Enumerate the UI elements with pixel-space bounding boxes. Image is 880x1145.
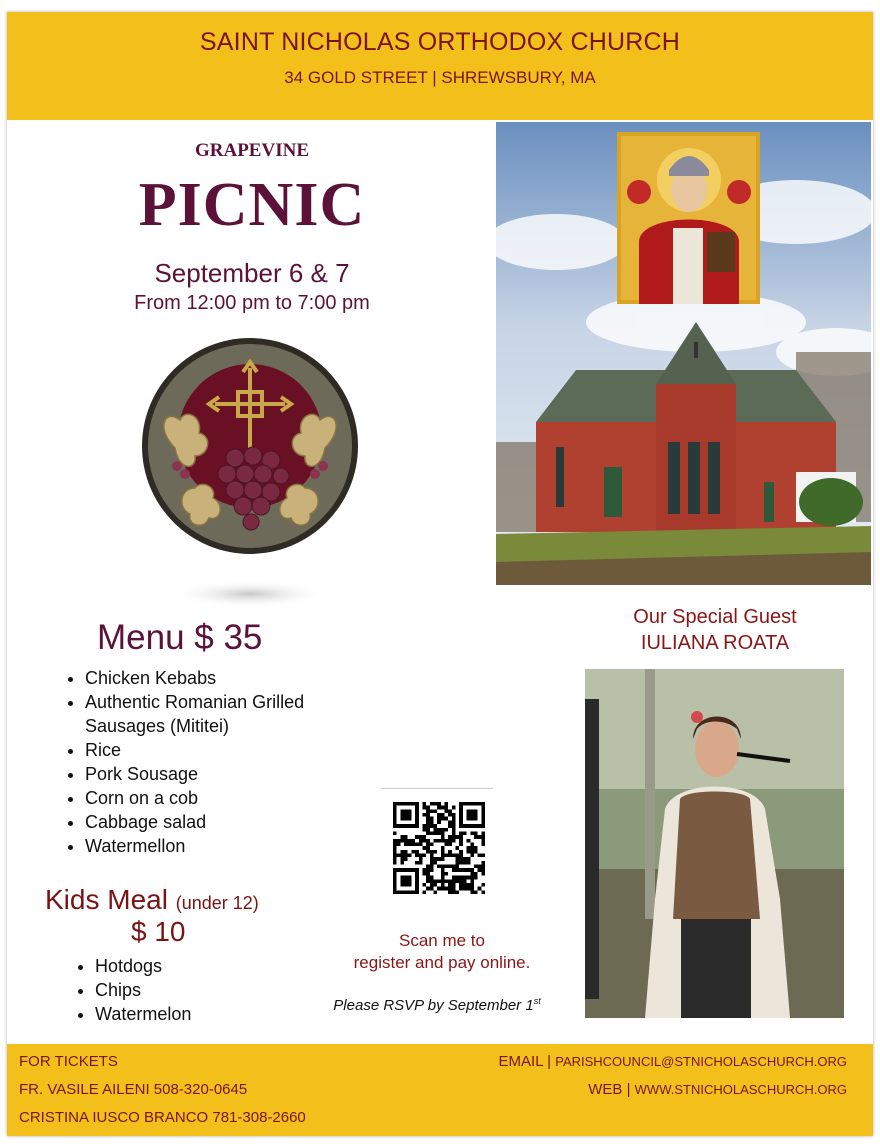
email-line [499,1048,847,1076]
special-guest-name: IULIANA ROATA [640,632,790,654]
rsvp-note [307,996,567,1014]
list-item: • Chips [95,978,295,1002]
special-guest [585,604,845,656]
ticket-contacts [19,1048,306,1132]
contact-2: CRISTINA IUSCO BRANCO 781-308-2660 [19,1109,306,1126]
contact-1: FR. VASILE AILENI 508-320-0645 [19,1081,248,1098]
list-item: • Watermelon [95,1002,295,1026]
qr-caption-line2: register and pay online. [353,953,531,972]
church-address: 34 GOLD STREET | SHREWSBURY, MA [284,68,596,87]
web-label: WEB | [588,1081,635,1098]
list-item: • Authentic Romanian Grilled Sausages (Mititei) [85,690,375,738]
saint-nicholas-icon [617,132,760,304]
rsvp-text: Please RSVP by September 1 [333,997,534,1014]
kids-menu-list [69,954,295,1026]
kids-meal-label: Kids Meal [45,884,168,915]
tickets-label: FOR TICKETS [19,1053,118,1070]
qr-caption-line1: Scan me to [399,931,485,950]
event-kicker: GRAPEVINE [194,140,309,161]
kids-meal-price: $ 10 [131,916,186,947]
list-item: • Chicken Kebabs [85,666,375,690]
church-name: SAINT NICHOLAS ORTHODOX CHURCH [199,28,681,56]
kids-meal-title [45,884,259,916]
list-item: • Hotdogs [95,954,295,978]
list-item: • Pork Sousage [85,762,375,786]
email-link[interactable]: PARISHCOUNCIL@STNICHOLASCHURCH.ORG [555,1054,847,1069]
event-title: PICNIC [138,171,366,239]
footer-banner [7,1044,873,1136]
web-contacts [499,1048,847,1104]
header-banner [7,12,873,120]
qr-code[interactable] [393,802,485,894]
event-dates: September 6 & 7 [154,258,350,288]
grapevine-logo [135,338,365,610]
web-line [499,1076,847,1104]
kids-meal-age: (under 12) [175,893,259,913]
web-link[interactable]: WWW.STNICHOLASCHURCH.ORG [634,1082,847,1097]
divider [381,788,493,789]
special-guest-label: Our Special Guest [633,606,797,628]
rsvp-suffix: st [533,996,541,1006]
flyer-page [7,12,873,1136]
list-item: • Watermellon [85,834,375,858]
menu-list [59,666,375,858]
guest-photo [585,669,844,1018]
list-item: • Corn on a cob [85,786,375,810]
list-item: • Rice [85,738,375,762]
event-hours: From 12:00 pm to 7:00 pm [134,292,370,314]
email-label: EMAIL | [498,1053,556,1070]
list-item: • Cabbage salad [85,810,375,834]
qr-caption [327,930,557,974]
menu-title: Menu $ 35 [97,618,263,657]
